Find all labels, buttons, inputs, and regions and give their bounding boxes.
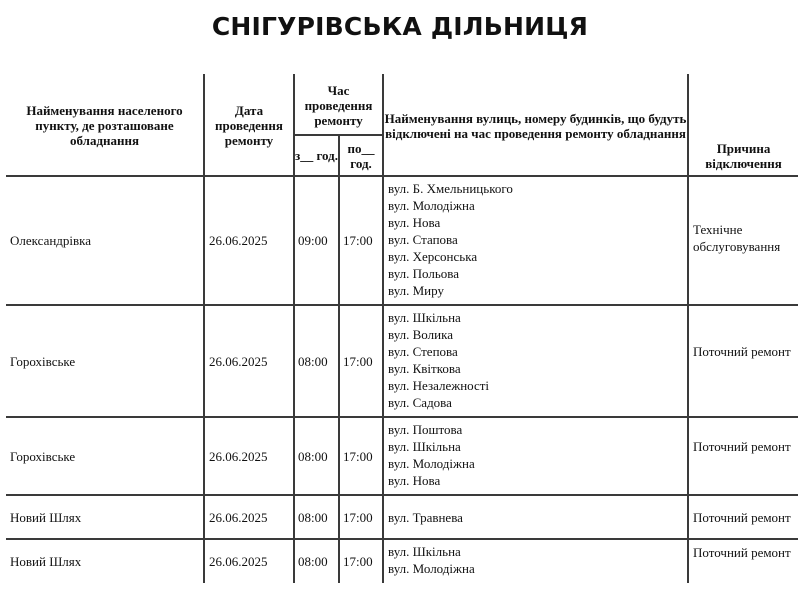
street-item: вул. Волика: [388, 327, 453, 342]
table-row: [6, 305, 798, 417]
reason-cell: Поточний ремонт: [688, 495, 798, 539]
streets-cell: [383, 495, 688, 539]
time-from-cell: 08:00: [294, 539, 339, 583]
street-item: вул. Незалежності: [388, 378, 490, 393]
time-from-cell: 08:00: [294, 417, 339, 495]
street-item: вул. Херсонська: [388, 249, 478, 264]
header-reason: Причина відключення: [688, 74, 798, 176]
date-cell: 26.06.2025: [204, 539, 294, 583]
street-item: вул. Стапова: [388, 232, 458, 247]
time-from-cell: 08:00: [294, 495, 339, 539]
reason-cell: Поточний ремонт: [688, 417, 798, 495]
table-row: [6, 539, 798, 583]
streets-cell: [383, 305, 688, 417]
time-to-cell: 17:00: [339, 417, 383, 495]
street-item: вул. Молодіжна: [388, 456, 475, 471]
street-item: вул. Шкільна: [388, 544, 461, 559]
table-row: [6, 176, 798, 305]
time-to-cell: 17:00: [339, 176, 383, 305]
street-item: вул. Степова: [388, 344, 458, 359]
street-item: вул. Молодіжна: [388, 561, 475, 576]
time-to-cell: 17:00: [339, 305, 383, 417]
page-title: СНІГУРІВСЬКА ДІЛЬНИЦЯ: [211, 12, 589, 41]
street-item: вул. Нова: [388, 215, 441, 230]
header-streets: Найменування вулиць, номеру будинків, що будуть відключені на час проведення ремонту обладнання: [383, 74, 688, 176]
street-item: вул. Садова: [388, 395, 452, 410]
reason-cell: Поточний ремонт: [688, 305, 798, 417]
streets-cell: [383, 539, 688, 583]
street-item: вул. Молодіжна: [388, 198, 475, 213]
street-item: вул. Квіткова: [388, 361, 461, 376]
header-settlement: Найменування населеного пункту, де розташоване обладнання: [6, 74, 204, 176]
time-to-cell: 17:00: [339, 539, 383, 583]
street-item: вул. Травнева: [388, 509, 463, 525]
time-from-cell: 09:00: [294, 176, 339, 305]
street-item: вул. Б. Хмельницького: [388, 181, 513, 196]
street-item: вул. Шкільна: [388, 439, 461, 454]
header-time: Час проведення ремонту: [294, 74, 383, 135]
outage-schedule-table: [6, 74, 798, 583]
street-item: вул. Шкільна: [388, 310, 461, 325]
reason-cell: Технічне обслуговування: [688, 176, 798, 305]
header-time-to: по__ год.: [339, 135, 383, 176]
header-date: Дата проведення ремонту: [204, 74, 294, 176]
date-cell: 26.06.2025: [204, 176, 294, 305]
header-time-from: з__ год.: [294, 135, 339, 176]
date-cell: 26.06.2025: [204, 305, 294, 417]
street-item: вул. Польова: [388, 266, 459, 281]
reason-cell: Поточний ремонт: [688, 539, 798, 583]
settlement-cell: Новий Шлях: [6, 495, 204, 539]
street-item: вул. Поштова: [388, 422, 463, 437]
settlement-cell: Горохівське: [6, 417, 204, 495]
settlement-cell: Олександрівка: [6, 176, 204, 305]
time-from-cell: 08:00: [294, 305, 339, 417]
date-cell: 26.06.2025: [204, 495, 294, 539]
date-cell: 26.06.2025: [204, 417, 294, 495]
table-body: [6, 176, 798, 583]
streets-cell: [383, 176, 688, 305]
streets-cell: [383, 417, 688, 495]
table-header: [6, 74, 798, 176]
settlement-cell: Горохівське: [6, 305, 204, 417]
street-item: вул. Миру: [388, 283, 444, 298]
time-to-cell: 17:00: [339, 495, 383, 539]
settlement-cell: Новий Шлях: [6, 539, 204, 583]
table-row: [6, 495, 798, 539]
table-row: [6, 417, 798, 495]
street-item: вул. Нова: [388, 473, 441, 488]
